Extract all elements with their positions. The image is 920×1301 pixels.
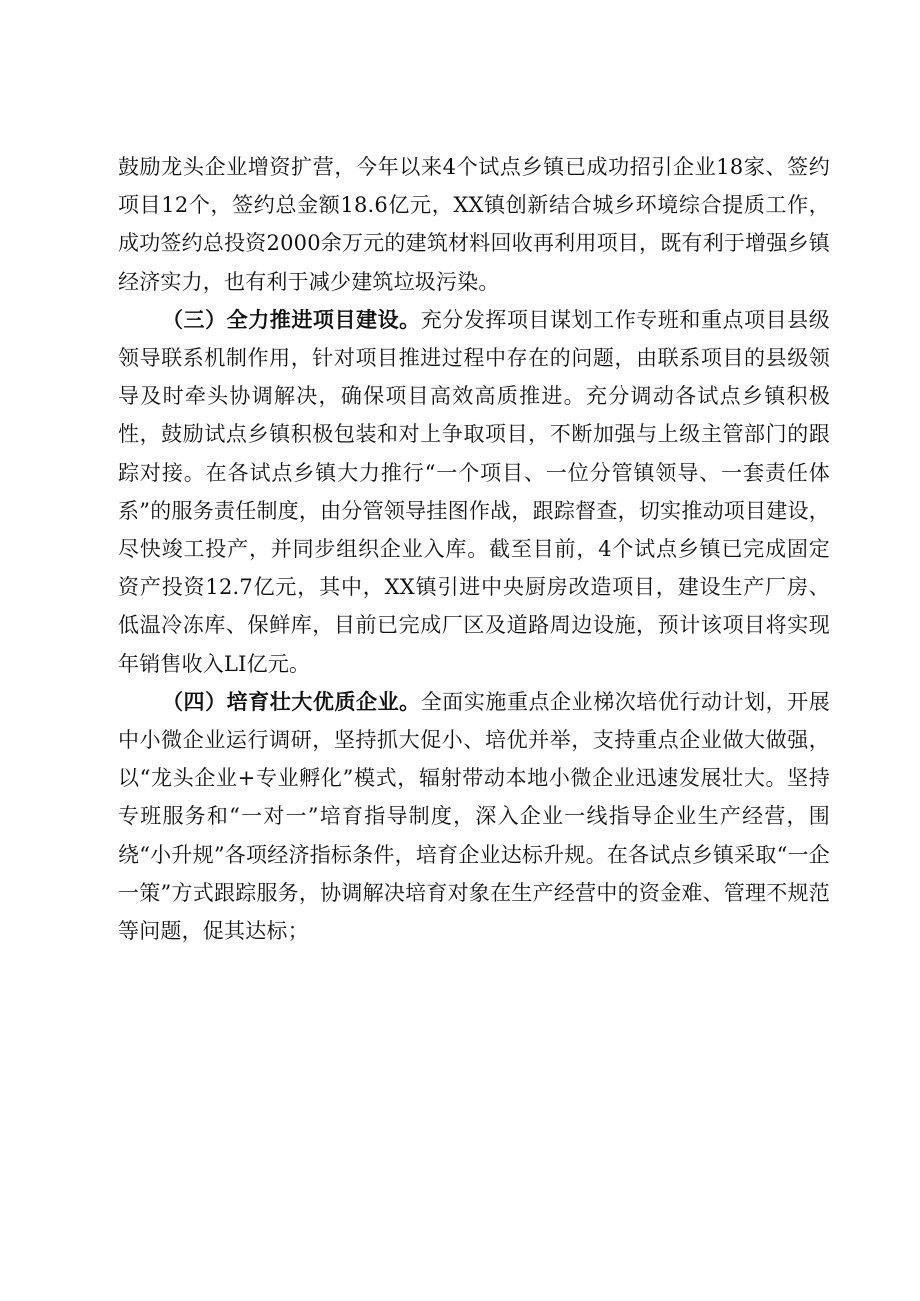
- paragraph-project-construction: [118, 301, 830, 683]
- section-heading-3: （三）全力推进项目建设。: [162, 307, 421, 332]
- paragraph-quality-enterprises: [118, 683, 830, 950]
- body-text: [118, 148, 830, 950]
- paragraph-text: 全面实施重点企业梯次培优行动计划，开展中小微企业运行调研，坚持抓大促小、培优并举，支持重点企业做大做强，以“龙头企业+专业孵化”模式，辐射带动本地小微企业迅速发展壮大。坚持专班服务和“一对一”培育指导制度，深入企业一线指导企业生产经营，围绕“小升规”各项经济指标条件，培育企业达标升规。在各试点乡镇采取“一企一策”方式跟踪服务，协调解决培育对象在生产经营中的资金难、管理不规范等问题，促其达标；: [118, 689, 830, 944]
- paragraph-text: 鼓励龙头企业增资扩营，今年以来4个试点乡镇已成功招引企业18家、签约项目12个，签约总金额18.6亿元，XX镇创新结合城乡环境综合提质工作，成功签约总投资2000余万元的建筑材料回收再利用项目，既有利于增强乡镇经济实力，也有利于减少建筑垃圾污染。: [118, 155, 830, 294]
- section-heading-4: （四）培育壮大优质企业。: [162, 689, 421, 714]
- paragraph-enterprise-growth: [118, 148, 830, 301]
- paragraph-text: 充分发挥项目谋划工作专班和重点项目县级领导联系机制作用，针对项目推进过程中存在的问题，由联系项目的县级领导及时牵头协调解决，确保项目高效高质推进。充分调动各试点乡镇积极性，鼓励试点乡镇积极包装和对上争取项目，不断加强与上级主管部门的跟踪对接。在各试点乡镇大力推行“一个项目、一位分管镇领导、一套责任体系”的服务责任制度，由分管领导挂图作战，跟踪督查，切实推动项目建设，尽快竣工投产，并同步组织企业入库。截至目前，4个试点乡镇已完成固定资产投资12.7亿元，其中，XX镇引进中央厨房改造项目，建设生产厂房、低温冷冻库、保鲜库，目前已完成厂区及道路周边设施，预计该项目将实现年销售收入LI亿元。: [118, 307, 830, 676]
